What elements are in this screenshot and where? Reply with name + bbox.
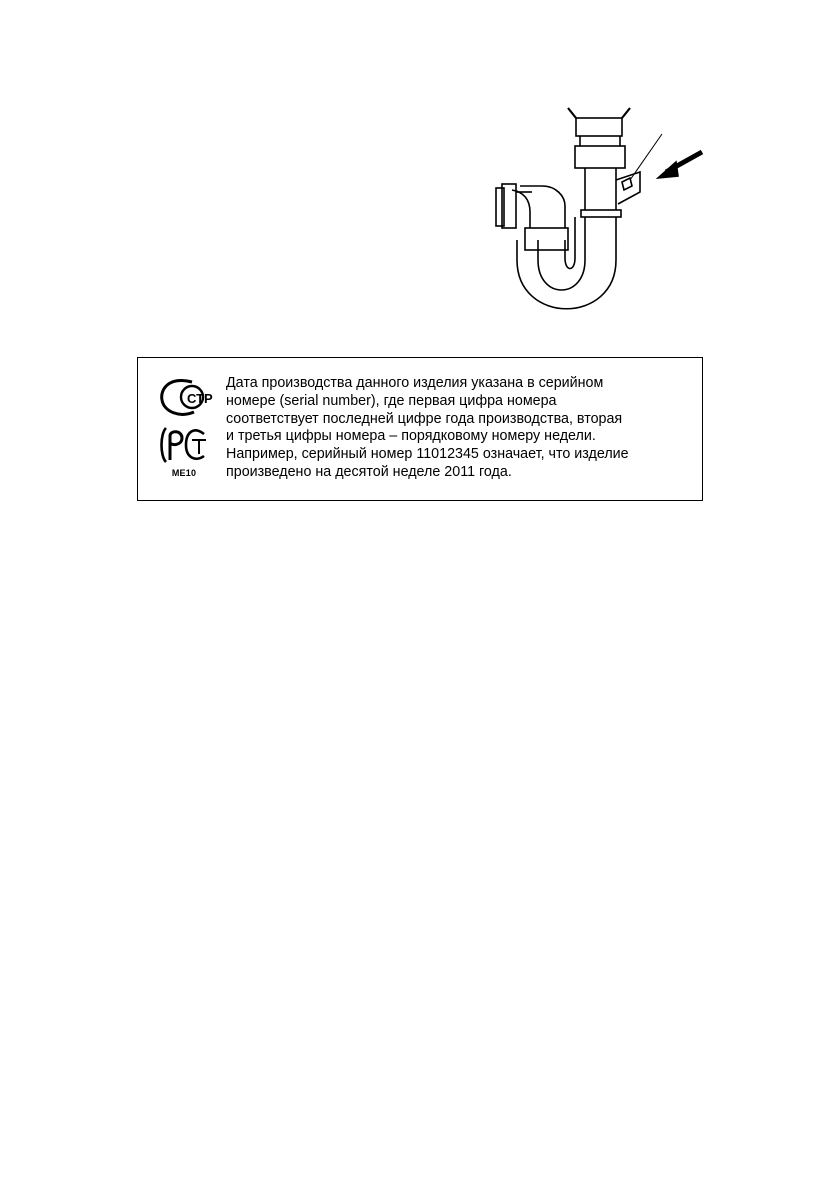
production-date-notice [226, 375, 696, 482]
certification-code: ME10 [171, 468, 197, 478]
notice-line: номере (serial number), где первая цифра номера [226, 392, 557, 409]
notice-line: Например, серийный номер 11012345 означает, что изделие [226, 446, 629, 463]
notice-line: и третья цифры номера – порядковому номеру недели. [226, 428, 596, 445]
mark-1-text: СТР [187, 391, 213, 406]
siphon-drawing [480, 100, 730, 310]
rostest-pct-icon [158, 424, 210, 466]
notice-line: произведено на десятой неделе 2011 года. [226, 463, 512, 480]
certification-marks [158, 376, 214, 496]
ctr-mark-icon [158, 376, 213, 418]
notice-line: соответствует последней цифре года производства, вторая [226, 410, 623, 427]
notice-line: Дата производства данного изделия указана в серийном [226, 375, 604, 391]
certification-box [137, 357, 703, 501]
